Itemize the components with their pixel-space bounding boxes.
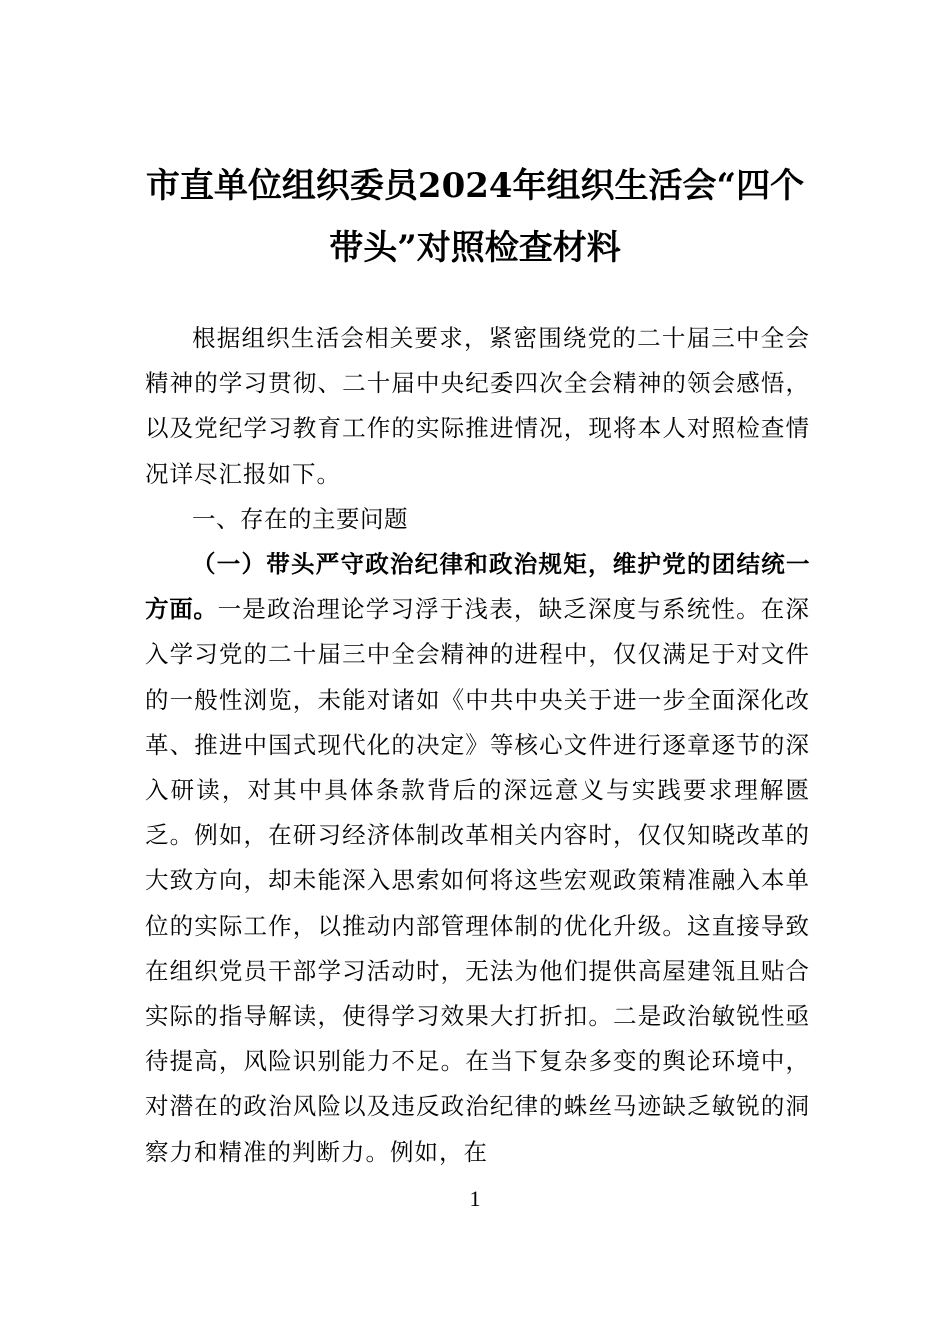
page-number: 1 [469,1186,481,1211]
document-title: 市直单位组织委员2024年组织生活会“四个带头”对照检查材料 [145,166,805,268]
subsection-heading: （一）带头严守政治纪律和政治规矩，维护党的团结统一方面。 [145,550,810,624]
subsection-body: 一是政治理论学习浮于浅表，缺乏深度与系统性。在深入学习党的二十届三中全会精神的进程中，仅仅满足于对文件的一般性浏览，未能对诸如《中共中央关于进一步全面深化改革、推进中国式现代化的决定》等核心文件进行逐章逐节的深入研读，对其中具体条款背后的深远意义与实践要求理解匮乏。例如，在研习经济体制改革相关内容时，仅仅知晓改革的大致方向，却未能深入思索如何将这些宏观政策精准融入本单位的实际工作，以推动内部管理体制的优化升级。这直接导致在组织党员干部学习活动时，无法为他们提供高屋建瓴且贴合实际的指导解读，使得学习效果大打折扣。二是政治敏锐性亟待提高，风险识别能力不足。在当下复杂多变的舆论环境中，对潜在的政治风险以及违反政治纪律的蛛丝马迹缺乏敏锐的洞察力和精准的判断力。例如，在 [145,595,811,1166]
subsection-paragraph [145,542,810,1175]
intro-paragraph: 根据组织生活会相关要求，紧密围绕党的二十届三中全会精神的学习贯彻、二十届中央纪委四次全会精神的领会感悟，以及党纪学习教育工作的实际推进情况，现将本人对照检查情况详尽汇报如下。 [145,324,810,488]
document-body [145,316,810,1175]
section-heading: 一、存在的主要问题 [192,504,408,533]
